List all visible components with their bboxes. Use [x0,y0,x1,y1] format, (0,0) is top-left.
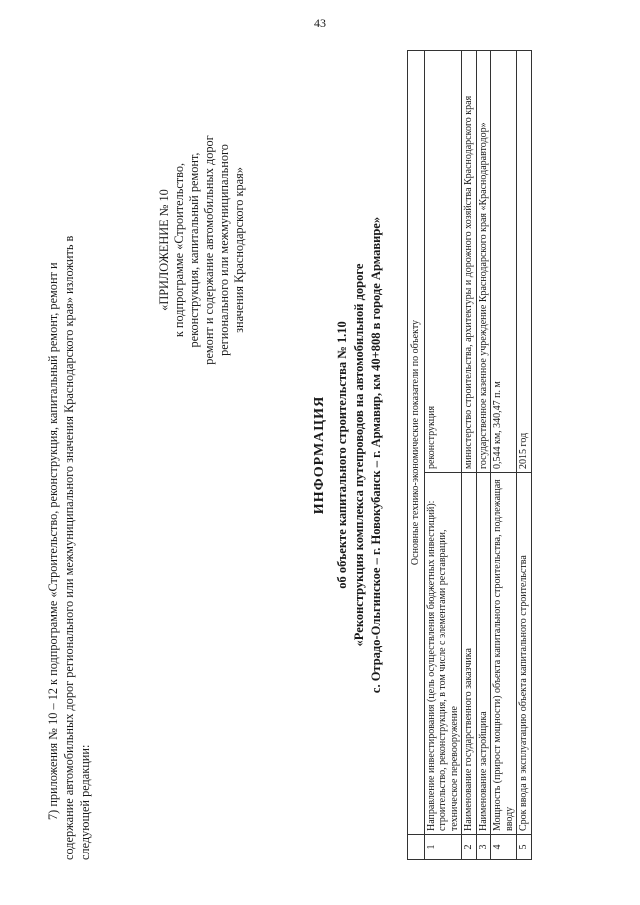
heading-line: с. Отрадо-Ольгинское – г. Новокубанск – г. Армавир, км 40+808 в городе Армавире» [369,216,383,694]
appendix-title: «ПРИЛОЖЕНИЕ № 10 [157,189,171,311]
row-number: 1 [424,835,462,860]
appendix-line: реконструкция, капитальный ремонт, [187,152,201,348]
table-row [517,51,532,860]
page-number: 43 [314,16,326,30]
table-header-num-cell [408,835,425,860]
row-value: реконструкция [424,51,462,473]
row-label: Направление инвестирования (цель осуществления бюджетных инвестиций): строительство, реконструкция, в том числе с элементами реставрации, техническое перевооружение [424,473,462,835]
intro-line: 7) приложения № 10 – 12 к подпрограмме «Строительство, реконструкция, капитальный ремонт, ремонт и [46,262,60,820]
row-value: 0,544 км, 340,47 п. м [491,51,517,473]
table-header-row [408,51,425,860]
row-number: 3 [476,835,491,860]
heading-line: об объекте капитального строительства № 1.10 [335,321,349,589]
row-number: 5 [517,835,532,860]
intro-paragraph [45,50,93,860]
appendix-line: ремонт и содержание автомобильных дорог [202,135,216,365]
table-header: Основные технико-экономические показатели по объекту [408,51,425,835]
appendix-line: значения Краснодарского края» [232,167,246,333]
row-label: Наименование застройщика [476,473,491,835]
appendix-line: регионального или межмуниципального [217,144,231,356]
row-number: 4 [491,835,517,860]
intro-line: следующей редакции: [78,744,92,860]
row-number: 2 [462,835,477,860]
appendix-block [157,70,247,430]
table-row [476,51,491,860]
row-label: Срок ввода в эксплуатацию объекта капитального строительства [517,473,532,835]
row-value: 2015 год [517,51,532,473]
heading-line: «Реконструкция комплекса путепроводов на автомобильной дороге [352,263,366,647]
rotated-page-content [45,50,605,860]
indicators-table [407,50,532,860]
heading-title: ИНФОРМАЦИЯ [312,395,327,515]
table-row [491,51,517,860]
intro-line: содержание автомобильных дорог регионального или межмуниципального значения Краснодарского края» изложить в [62,235,76,860]
appendix-line: к подпрограмме «Строительство, [172,162,186,338]
row-label: Мощность (прирост мощности) объекта капитального строительства, подлежащая вводу [491,473,517,835]
table-row [424,51,462,860]
row-value: министерство строительства, архитектуры и дорожного хозяйства Краснодарского края [462,51,477,473]
row-label: Наименование государственного заказчика [462,473,477,835]
row-value: государственное казенное учреждение Краснодарского края «Краснодаравтодор» [476,51,491,473]
heading-block [310,50,385,860]
table-row [462,51,477,860]
